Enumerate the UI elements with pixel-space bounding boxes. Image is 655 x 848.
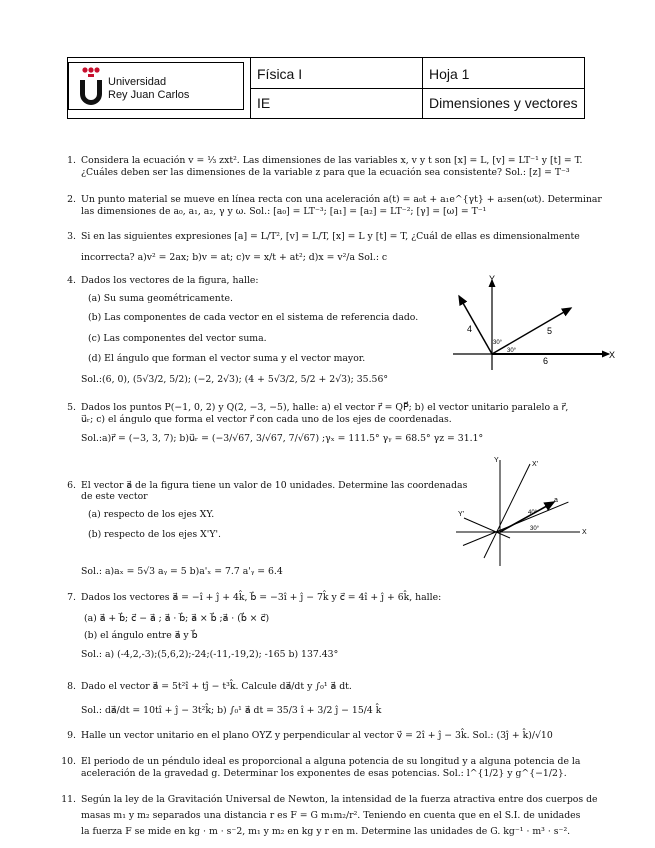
angle-label: 30°: [507, 348, 517, 354]
x-axis-label: X: [582, 529, 587, 536]
urjc-emblem-icon: [76, 66, 106, 106]
vector-5: [492, 308, 571, 354]
problem-5-solution: Sol.:a)r⃗ = (−3, 3, 7); b)u⃗ᵣ = (−3/√67, 3/√67, 7/√67) ;γₓ = 111.5° γᵧ = 68.5° γz = 31.1°: [81, 433, 484, 444]
logo-line1: Universidad: [108, 76, 167, 88]
problem-5-line: Dados los puntos P(−1, 0, 2) y Q(2, −3, −5), halle: a) el vector r⃗ = QP⃗; b) el vector unitario paralelo a r⃗,: [81, 402, 569, 413]
header-divider: [250, 88, 584, 89]
vector-figure-1: [445, 270, 625, 380]
xp-axis: [463, 472, 568, 572]
problem-7-solution: Sol.: a) (-4,2,-3);(5,6,2);-24;(-11,-19,2); -165 b) 137.43°: [81, 649, 339, 660]
vector-4: [459, 296, 492, 354]
problem-6-line: El vector a⃗ de la figura tiene un valor de 10 unidades. Determine las coordenadas: [81, 480, 468, 491]
problem-9-line: Halle un vector unitario en el plano OYZ y perpendicular al vector v⃗ = 2î + ĵ − 3k̂. Sol.: (3ĵ + k̂)/√10: [81, 730, 553, 741]
vector-5-label: 5: [547, 326, 553, 336]
y-axis-label: Y: [489, 274, 496, 284]
problem-8-line: Dado el vector a⃗ = 5t²î + tĵ − t³k̂. Calcule da⃗/dt y ∫₀¹ a⃗ dt.: [81, 681, 352, 692]
problem-6-line: de este vector: [81, 491, 148, 502]
problem-1-line: Considera la ecuación v = ⅓ zxt². Las dimensiones de las variables x, v y t son [x] = L, [v] = LT⁻¹ y [t] = T.: [81, 155, 583, 166]
topic-title: Dimensiones y vectores: [429, 95, 578, 111]
problem-number: 4.: [67, 275, 76, 286]
vector-figure-2: [450, 452, 600, 572]
problem-4-item: (a) Su suma geométricamente.: [88, 293, 233, 304]
problem-6-item: (b) respecto de los ejes X'Y'.: [88, 529, 221, 540]
problem-number: 7.: [67, 592, 76, 603]
angle-label: 30°: [493, 340, 503, 346]
problem-10-line: aceleración de la gravedad g. Determinar los exponentes de esas potencias. Sol.: l^{1/2} y g^{−1/2}.: [81, 768, 567, 779]
problem-4-solution: Sol.:(6, 0), (5√3/2, 5/2); (−2, 2√3); (4 + 5√3/2, 5/2 + 2√3); 35.56°: [81, 374, 389, 385]
problem-4-line: Dados los vectores de la figura, halle:: [81, 275, 259, 286]
problem-6-item: (a) respecto de los ejes XY.: [88, 509, 215, 520]
yp-axis-line: [484, 464, 530, 558]
problem-7-item: (a) a⃗ + b⃗; c⃗ − a⃗ ; a⃗ · b⃗; a⃗ × b⃗ ;a⃗ · (b⃗ × c⃗): [84, 613, 270, 624]
problem-7-line: Dados los vectores a⃗ = −î + ĵ + 4k̂, b⃗ = −3î + ĵ − 7k̂ y c⃗ = 4î + ĵ + 6k̂, halle:: [81, 592, 442, 603]
problem-4-item: (d) El ángulo que forman el vector suma y el vector mayor.: [88, 353, 366, 364]
vector-a: [500, 502, 554, 532]
problem-number: 8.: [67, 681, 76, 692]
problem-11-line: la fuerza F se mide en kg · m · s⁻2, m₁ y m₂ en kg y r en m. Determine las unidades de G. kg⁻¹ · m³ · s⁻².: [81, 826, 571, 837]
problem-3-line: incorrecta? a)v² = 2ax; b)v = at; c)v = x/t + at²; d)x = v²/a Sol.: c: [81, 252, 388, 263]
problem-2-line: las dimensiones de a₀, a₁, a₂, γ y ω. Sol.: [a₀] = LT⁻³; [a₁] = [a₂] = LT⁻²; [γ] = [ω] = T⁻¹: [81, 206, 487, 217]
problem-3-line: Si en las siguientes expresiones [a] = L/T², [v] = L/T, [x] = L y [t] = T, ¿Cuál de ellas es dimensionalmente: [81, 231, 580, 242]
problem-number: 1.: [67, 155, 76, 166]
problem-4-item: (c) Las componentes del vector suma.: [88, 333, 267, 344]
vector-4-label: 4: [467, 324, 473, 334]
y-axis-label: Y: [494, 457, 499, 464]
problem-5-line: u⃗ᵣ; c) el ángulo que forma el vector r⃗ con cada uno de los ejes de coordenadas.: [81, 414, 452, 425]
yp-axis-label: Y': [458, 511, 465, 518]
degree-label: IE: [257, 95, 271, 111]
problem-11-line: masas m₁ y m₂ separados una distancia r es F = G m₁m₂/r². Teniendo en cuenta que en el S.I. de unidades: [81, 810, 581, 821]
problem-2-line: Un punto material se mueve en línea recta con una aceleración a(t) = a₀t + a₁e^{γt} + a₂sen(ωt). Determinar: [81, 194, 602, 205]
problem-number: 6.: [67, 480, 76, 491]
problem-4-item: (b) Las componentes de cada vector en el sistema de referencia dado.: [88, 312, 419, 323]
problem-number: 11.: [61, 794, 76, 805]
problem-8-solution: Sol.: da⃗/dt = 10tî + ĵ − 3t²k̂; b) ∫₀¹ a⃗ dt = 35/3 î + 3/2 ĵ − 15/4 k̂: [81, 705, 382, 716]
logo-line2: Rey Juan Carlos: [108, 89, 190, 101]
problem-6-solution: Sol.: a)aₓ = 5√3 aᵧ = 5 b)a'ₓ = 7.7 a'ᵧ = 6.4: [81, 566, 283, 577]
angle-label: 40°: [528, 510, 538, 516]
problem-number: 2.: [67, 194, 76, 205]
angle-label: 30°: [530, 526, 540, 532]
course-title: Física I: [257, 66, 303, 82]
x-axis-label: X: [609, 350, 616, 360]
problem-11-line: Según la ley de la Gravitación Universal de Newton, la intensidad de la fuerza atractiva entre dos cuerpos de: [81, 794, 598, 805]
vector-6-label: 6: [543, 356, 549, 366]
problem-number: 5.: [67, 402, 76, 413]
sheet-title: Hoja 1: [429, 66, 470, 82]
yp-axis-label: X': [532, 461, 539, 468]
problem-1-line: ¿Cuáles deben ser las dimensiones de la variable z para que la ecuación sea consistente? Sol.: [z] = T⁻³: [81, 167, 570, 178]
problem-number: 3.: [67, 231, 76, 242]
problem-number: 9.: [67, 730, 76, 741]
problem-10-line: El periodo de un péndulo ideal es proporcional a alguna potencia de su longitud y a alguna potencia de la: [81, 756, 581, 767]
university-logo: [68, 62, 244, 110]
problem-7-item: (b) el ángulo entre a⃗ y b⃗: [84, 630, 198, 641]
yp-axis: [464, 518, 510, 538]
problem-number: 10.: [61, 756, 76, 767]
vector-a-label: a: [554, 497, 558, 504]
